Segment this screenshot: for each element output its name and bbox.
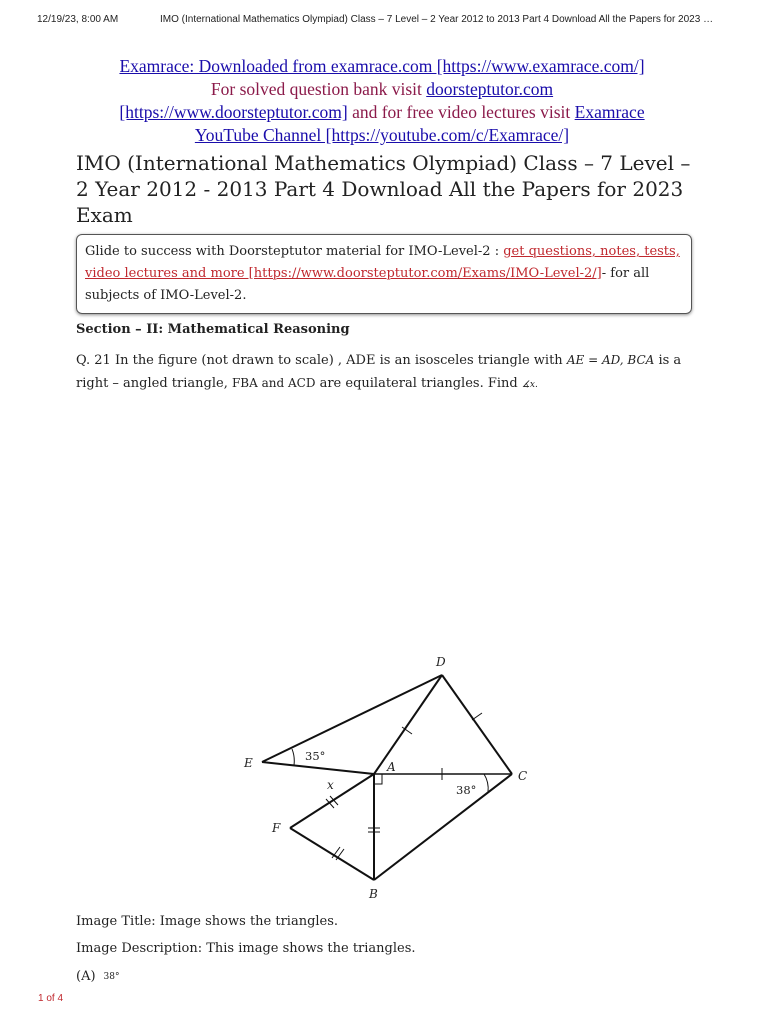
section-heading: Section – II: Mathematical Reasoning — [76, 322, 350, 337]
label-f: F — [272, 821, 281, 835]
angle-arc-c — [484, 774, 488, 792]
right-angle-mark — [374, 774, 382, 784]
edge-ed — [262, 675, 442, 762]
angle-arc-e — [292, 749, 294, 765]
question-part2: is a right – angled triangle, — [76, 353, 682, 391]
edge-fb — [290, 828, 374, 880]
label-e: E — [244, 756, 253, 770]
doorsteptutor-link[interactable]: doorsteptutor.com — [426, 79, 554, 99]
angle-c-label: 38° — [456, 783, 477, 797]
triangle-figure-svg — [226, 648, 528, 901]
examrace-youtube-link[interactable]: YouTube Channel [https://youtube.com/c/Examrace/] — [194, 125, 570, 145]
image-description: Image Description: This image shows the triangles. — [76, 941, 416, 956]
banner-line2-text: For solved question bank visit — [210, 79, 427, 99]
edge-ad — [374, 675, 442, 774]
image-title: Image Title: Image shows the triangles. — [76, 914, 339, 929]
examrace-banner — [76, 55, 688, 147]
question-math1: AE = AD, BCA — [566, 353, 655, 367]
promo-suffix: - for all subjects of IMO-Level-2. — [85, 266, 650, 303]
option-a-label: (A) — [76, 969, 96, 984]
tick-dc — [472, 713, 482, 720]
edge-ea — [262, 762, 374, 774]
option-a-value: 38° — [103, 972, 120, 982]
question-text — [76, 349, 690, 397]
question-part3: are equilateral triangles. Find — [319, 376, 522, 391]
promo-link[interactable]: get questions, notes, tests, video lectures and more [https://www.doorsteptutor.com/Exams/IMO-Level-2/] — [85, 244, 680, 281]
edge-dc — [442, 675, 512, 774]
doorsteptutor-url-link[interactable]: [https://www.doorsteptutor.com] — [119, 102, 348, 122]
question-math3: ∡x. — [521, 380, 538, 390]
banner-line3-text: and for free video lectures visit — [347, 102, 575, 122]
question-math2: FBA and ACD — [231, 376, 316, 390]
edge-bc — [374, 774, 512, 880]
examrace-link[interactable]: Examrace: Downloaded from examrace.com [https://www.examrace.com/] — [119, 56, 645, 76]
label-a: A — [387, 760, 396, 774]
label-d: D — [436, 655, 446, 669]
question-part1: Q. 21 In the figure (not drawn to scale) , ADE is an isosceles triangle with — [76, 353, 567, 368]
promo-text: Glide to success with Doorsteptutor material for IMO-Level-2 : — [85, 244, 504, 259]
examrace-youtube-link-part1[interactable]: Examrace — [574, 102, 645, 122]
page-title: IMO (International Mathematics Olympiad) Class – 7 Level – 2 Year 2012 - 2013 Part 4 Download All the Papers for 2023 Exam — [76, 151, 691, 227]
label-b: B — [369, 887, 378, 901]
label-x: x — [327, 778, 334, 792]
label-c: C — [518, 769, 528, 783]
option-a — [76, 969, 120, 984]
promo-box — [76, 234, 692, 314]
print-date: 12/19/23, 8:00 AM — [37, 14, 119, 25]
print-page-title: IMO (International Mathematics Olympiad) Class – 7 Level – 2 Year 2012 to 2013 Part 4 Download All the Papers for 2023 … — [160, 14, 714, 25]
triangle-figure — [226, 648, 528, 901]
angle-e-label: 35° — [305, 749, 326, 763]
page-count: 1 of 4 — [38, 993, 64, 1004]
